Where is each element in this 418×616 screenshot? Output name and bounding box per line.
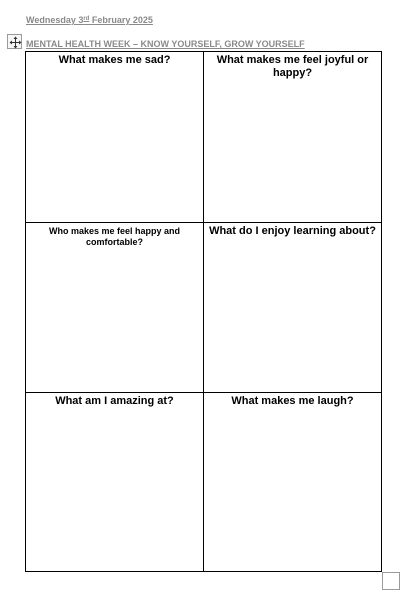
question-table	[25, 51, 382, 572]
question-label: What do I enjoy learning about?	[209, 225, 376, 237]
date-prefix: Wednesday 3	[26, 15, 84, 25]
question-label: What makes me feel joyful or happy?	[216, 54, 369, 79]
date-rest: February 2025	[89, 15, 153, 25]
table-cell-comfortable[interactable]	[26, 223, 204, 393]
table-cell-joyful[interactable]	[204, 52, 381, 223]
date-line	[26, 15, 153, 25]
move-arrows-icon	[9, 36, 22, 49]
date-ordinal-suffix: rd	[83, 16, 90, 22]
table-cell-learning[interactable]	[204, 223, 381, 393]
table-cell-amazing[interactable]	[26, 393, 204, 571]
table-move-handle[interactable]	[7, 34, 22, 49]
table-cell-laugh[interactable]	[204, 393, 381, 571]
question-label: What makes me sad?	[58, 54, 171, 66]
question-label: What am I amazing at?	[55, 395, 174, 407]
question-label: What makes me laugh?	[231, 395, 354, 407]
table-cell-sad[interactable]	[26, 52, 204, 223]
question-label: Who makes me feel happy and comfortable?	[48, 226, 181, 247]
document-heading: MENTAL HEALTH WEEK – KNOW YOURSELF, GROW YOURSELF	[26, 39, 305, 49]
table-resize-handle[interactable]	[382, 572, 400, 590]
